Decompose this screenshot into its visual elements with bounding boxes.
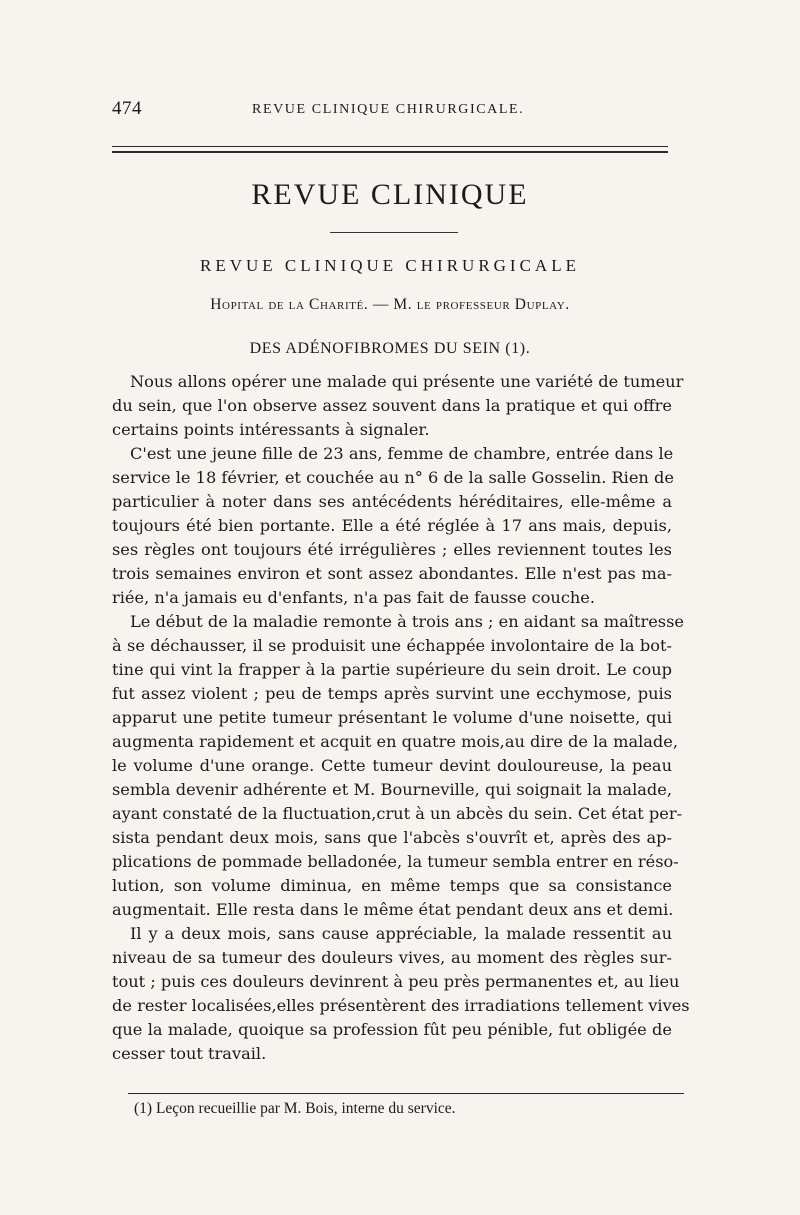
text-line: Il y a deux mois, sans cause appréciable, la malade ressentit au xyxy=(130,924,672,943)
header-rule-bottom xyxy=(112,151,668,153)
footnote: (1) Leçon recueillie par M. Bois, interne du service. xyxy=(134,1100,456,1117)
text-line: fut assez violent ; peu de temps après survint une ecchymose, puis xyxy=(112,684,672,703)
text-line: certains points intéressants à signaler. xyxy=(112,420,430,439)
text-line: du sein, que l'on observe assez souvent dans la pratique et qui offre xyxy=(112,396,672,415)
text-line: sembla devenir adhérente et M. Bourneville, qui soignait la malade, xyxy=(112,780,672,799)
text-line: particulier à noter dans ses antécédents héréditaires, elle-même a xyxy=(112,492,672,511)
running-title: REVUE CLINIQUE CHIRURGICALE. xyxy=(252,102,525,117)
header-rule-top xyxy=(112,146,668,147)
text-line: augmentait. Elle resta dans le même état pendant deux ans et demi. xyxy=(112,900,674,919)
text-line: ayant constaté de la fluctuation,crut à un abcès du sein. Cet état per- xyxy=(112,804,683,823)
page-number: 474 xyxy=(112,98,142,119)
text-line: Nous allons opérer une malade qui présente une variété de tumeur xyxy=(130,372,684,391)
running-head xyxy=(112,98,668,128)
text-line: augmenta rapidement et acquit en quatre mois,au dire de la malade, xyxy=(112,732,679,751)
article-title: DES ADÉNOFIBROMES DU SEIN (1). xyxy=(249,340,531,357)
text-line: le volume d'une orange. Cette tumeur devint douloureuse, la peau xyxy=(112,756,672,775)
text-line: ses règles ont toujours été irrégulières ; elles reviennent toutes les xyxy=(112,540,672,559)
text-line: niveau de sa tumeur des douleurs vives, au moment des règles sur- xyxy=(112,948,672,967)
text-line: sista pendant deux mois, sans que l'abcès s'ouvrît et, après des ap- xyxy=(112,828,672,847)
text-line: cesser tout travail. xyxy=(112,1044,267,1063)
text-line: C'est une jeune fille de 23 ans, femme de chambre, entrée dans le xyxy=(130,444,674,463)
section-title: REVUE CLINIQUE xyxy=(251,178,529,211)
text-line: service le 18 février, et couchée au n° 6 de la salle Gosselin. Rien de xyxy=(112,468,674,487)
text-line: trois semaines environ et sont assez abondantes. Elle n'est pas ma- xyxy=(112,564,672,583)
footnote-rule xyxy=(128,1093,684,1094)
text-line: riée, n'a jamais eu d'enfants, n'a pas fait de fausse couche. xyxy=(112,588,596,607)
hospital-text: Hopital de la Charité. — M. le professeur Duplay. xyxy=(210,296,570,313)
text-line: apparut une petite tumeur présentant le volume d'une noisette, qui xyxy=(112,708,672,727)
text-line: que la malade, quoique sa profession fût peu pénible, fut obligée de xyxy=(112,1020,672,1039)
text-line: plications de pommade belladonée, la tumeur sembla entrer en réso- xyxy=(112,852,679,871)
text-line: Le début de la maladie remonte à trois ans ; en aidant sa maîtresse xyxy=(130,612,684,631)
text-line: toujours été bien portante. Elle a été réglée à 17 ans mais, depuis, xyxy=(112,516,672,535)
hospital-line xyxy=(112,296,668,314)
text-line: tine qui vint la frapper à la partie supérieure du sein droit. Le coup xyxy=(112,660,672,679)
subsection-title: REVUE CLINIQUE CHIRURGICALE xyxy=(200,256,580,275)
text-line: lution, son volume diminua, en même temps que sa consistance xyxy=(112,876,672,895)
text-line: de rester localisées,elles présentèrent des irradiations tellement vives xyxy=(112,996,690,1015)
title-divider xyxy=(330,232,458,233)
text-line: à se déchausser, il se produisit une échappée involontaire de la bot- xyxy=(112,636,672,655)
body-text xyxy=(112,370,690,1066)
text-line: tout ; puis ces douleurs devinrent à peu près permanentes et, au lieu xyxy=(112,972,680,991)
